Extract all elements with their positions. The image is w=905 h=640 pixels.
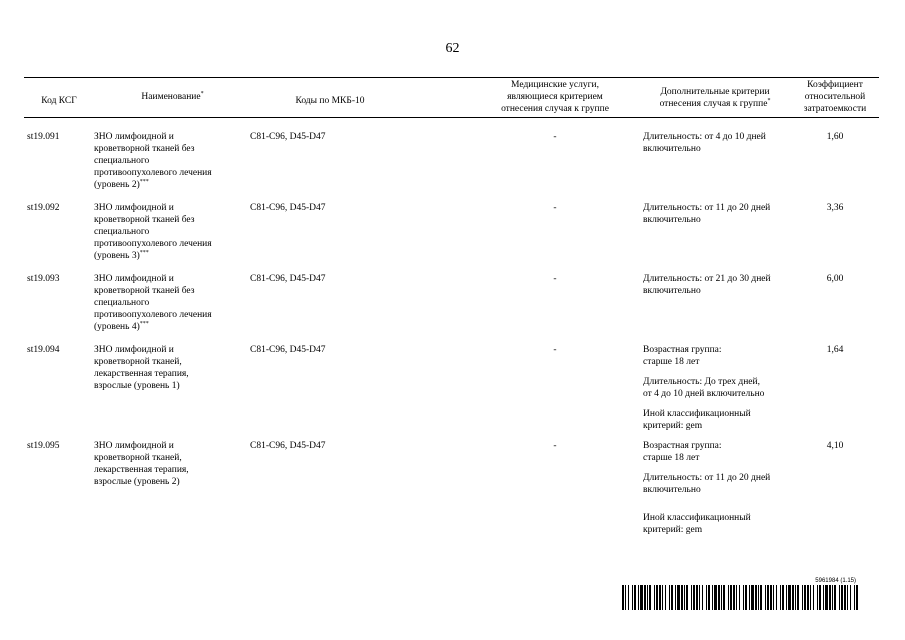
- barcode-bar: [839, 585, 840, 610]
- ksg-code: st19.094: [27, 345, 60, 355]
- table-header-rule: [24, 117, 879, 118]
- ksg-code: st19.092: [27, 203, 60, 213]
- icd-codes: C81-C96, D45-D47: [250, 132, 326, 142]
- medical-services: -: [553, 345, 557, 355]
- barcode-bar: [632, 585, 633, 610]
- barcode-bar: [693, 585, 695, 610]
- barcode-bar: [638, 585, 639, 610]
- header-coefficient: Коэффициент относительной затратоемкости: [803, 80, 867, 114]
- barcode-bar: [686, 585, 688, 610]
- barcode-bar: [743, 585, 744, 610]
- coefficient: 6,00: [826, 274, 844, 284]
- barcode-bar: [792, 585, 794, 610]
- medical-services: -: [553, 441, 557, 451]
- barcode-bar: [659, 585, 661, 610]
- barcode-bar: [625, 585, 626, 610]
- ksg-name: ЗНО лимфоидной и кроветворной тканей без специального противоопухолевого лечения (уровень 4)***: [94, 274, 212, 332]
- barcode-bar: [691, 585, 692, 610]
- barcode-bar: [733, 585, 735, 610]
- barcode-bar: [829, 585, 831, 610]
- medical-services: -: [553, 132, 557, 142]
- barcode-bar: [634, 585, 636, 610]
- barcode-bar: [767, 585, 769, 610]
- additional-criteria: Возрастная группа: старше 18 лет Длительность: До трех дней, от 4 до 10 дней включительно Иной классификационный критерий: gem: [643, 345, 765, 431]
- barcode-bar: [699, 585, 700, 610]
- barcode-bar: [834, 585, 836, 610]
- barcode-bar: [662, 585, 663, 610]
- barcode-bar: [675, 585, 676, 610]
- barcode-bar: [665, 585, 666, 610]
- barcode-label: 5961984 (1.15): [815, 578, 856, 584]
- barcode-bar: [770, 585, 772, 610]
- barcode-bar: [780, 585, 781, 610]
- barcode-bar: [656, 585, 658, 610]
- barcode-bar: [696, 585, 698, 610]
- barcode-bar: [788, 585, 791, 610]
- header-name: Наименование*: [141, 91, 204, 102]
- barcode-bar: [854, 585, 855, 610]
- header-code: Код КСГ: [41, 96, 77, 106]
- barcode-bar: [718, 585, 720, 610]
- barcode-bar: [702, 585, 703, 610]
- barcode-bar: [832, 585, 833, 610]
- barcode-bar: [797, 585, 799, 610]
- ksg-name: ЗНО лимфоидной и кроветворной тканей, лекарственная терапия, взрослые (уровень 2): [94, 441, 189, 487]
- barcode-bar: [813, 585, 814, 610]
- barcode-bar: [671, 585, 673, 610]
- coefficient: 1,60: [826, 132, 844, 142]
- barcode-bar: [804, 585, 806, 610]
- barcode-bar: [795, 585, 796, 610]
- barcode-bar: [681, 585, 683, 610]
- barcode-bar: [708, 585, 710, 610]
- barcode-bar: [765, 585, 766, 610]
- barcode-bar: [721, 585, 722, 610]
- icd-codes: C81-C96, D45-D47: [250, 345, 326, 355]
- barcode-bar: [644, 585, 646, 610]
- barcode-bar: [755, 585, 757, 610]
- barcode-bar: [647, 585, 648, 610]
- barcode-bar: [730, 585, 732, 610]
- barcode-bar: [628, 585, 629, 610]
- coefficient: 1,64: [826, 345, 844, 355]
- header-icd: Коды по МКБ-10: [295, 96, 365, 106]
- barcode-bar: [773, 585, 774, 610]
- barcode-bar: [736, 585, 737, 610]
- header-services: Медицинские услуги, являющиеся критерием отнесения случая к группе: [501, 80, 609, 114]
- barcode-bar: [856, 585, 858, 610]
- barcode-bar: [810, 585, 811, 610]
- barcode-bar: [844, 585, 846, 610]
- barcode-bar: [758, 585, 759, 610]
- barcode-bar: [802, 585, 803, 610]
- barcode-bar: [723, 585, 725, 610]
- medical-services: -: [553, 203, 557, 213]
- ksg-name: ЗНО лимфоидной и кроветворной тканей, лекарственная терапия, взрослые (уровень 1): [94, 345, 189, 391]
- barcode-bar: [850, 585, 851, 610]
- barcode-bar: [786, 585, 787, 610]
- barcode-bar: [677, 585, 680, 610]
- additional-criteria: Длительность: от 4 до 10 дней включительно: [643, 132, 766, 154]
- barcode-bar: [782, 585, 784, 610]
- ksg-name: ЗНО лимфоидной и кроветворной тканей без специального противоопухолевого лечения (уровень 2)***: [94, 132, 212, 190]
- coefficient: 3,36: [826, 203, 844, 213]
- barcode-bar: [654, 585, 655, 610]
- table-top-rule: [24, 77, 879, 78]
- barcode: [622, 585, 858, 610]
- coefficient: 4,10: [826, 441, 844, 451]
- additional-criteria: Возрастная группа: старше 18 лет Длительность: от 11 до 20 дней включительно Иной классификационный критерий: gem: [643, 441, 771, 535]
- barcode-bar: [817, 585, 818, 610]
- barcode-bar: [706, 585, 707, 610]
- ksg-code: st19.095: [27, 441, 60, 451]
- barcode-bar: [669, 585, 670, 610]
- barcode-bar: [745, 585, 747, 610]
- medical-services: -: [553, 274, 557, 284]
- additional-criteria: Длительность: от 21 до 30 дней включительно: [643, 274, 771, 296]
- header-criteria: Дополнительные критерии отнесения случая к группе*: [659, 87, 771, 109]
- barcode-bar: [712, 585, 713, 610]
- barcode-bar: [649, 585, 651, 610]
- barcode-bar: [776, 585, 777, 610]
- additional-criteria: Длительность: от 11 до 20 дней включительно: [643, 203, 771, 225]
- barcode-bar: [823, 585, 824, 610]
- icd-codes: C81-C96, D45-D47: [250, 203, 326, 213]
- barcode-bar: [749, 585, 750, 610]
- barcode-bar: [760, 585, 762, 610]
- ksg-code: st19.093: [27, 274, 60, 284]
- barcode-bar: [841, 585, 843, 610]
- icd-codes: C81-C96, D45-D47: [250, 274, 326, 284]
- barcode-bar: [622, 585, 624, 610]
- barcode-bar: [751, 585, 754, 610]
- barcode-bar: [684, 585, 685, 610]
- barcode-bar: [819, 585, 821, 610]
- barcode-bar: [847, 585, 848, 610]
- ksg-code: st19.091: [27, 132, 60, 142]
- barcode-bar: [825, 585, 828, 610]
- icd-codes: C81-C96, D45-D47: [250, 441, 326, 451]
- barcode-bar: [640, 585, 643, 610]
- barcode-bar: [807, 585, 809, 610]
- ksg-name: ЗНО лимфоидной и кроветворной тканей без специального противоопухолевого лечения (уровень 3)***: [94, 203, 212, 261]
- barcode-bar: [728, 585, 729, 610]
- barcode-bar: [714, 585, 717, 610]
- page-number: 62: [445, 41, 460, 56]
- barcode-bar: [739, 585, 740, 610]
